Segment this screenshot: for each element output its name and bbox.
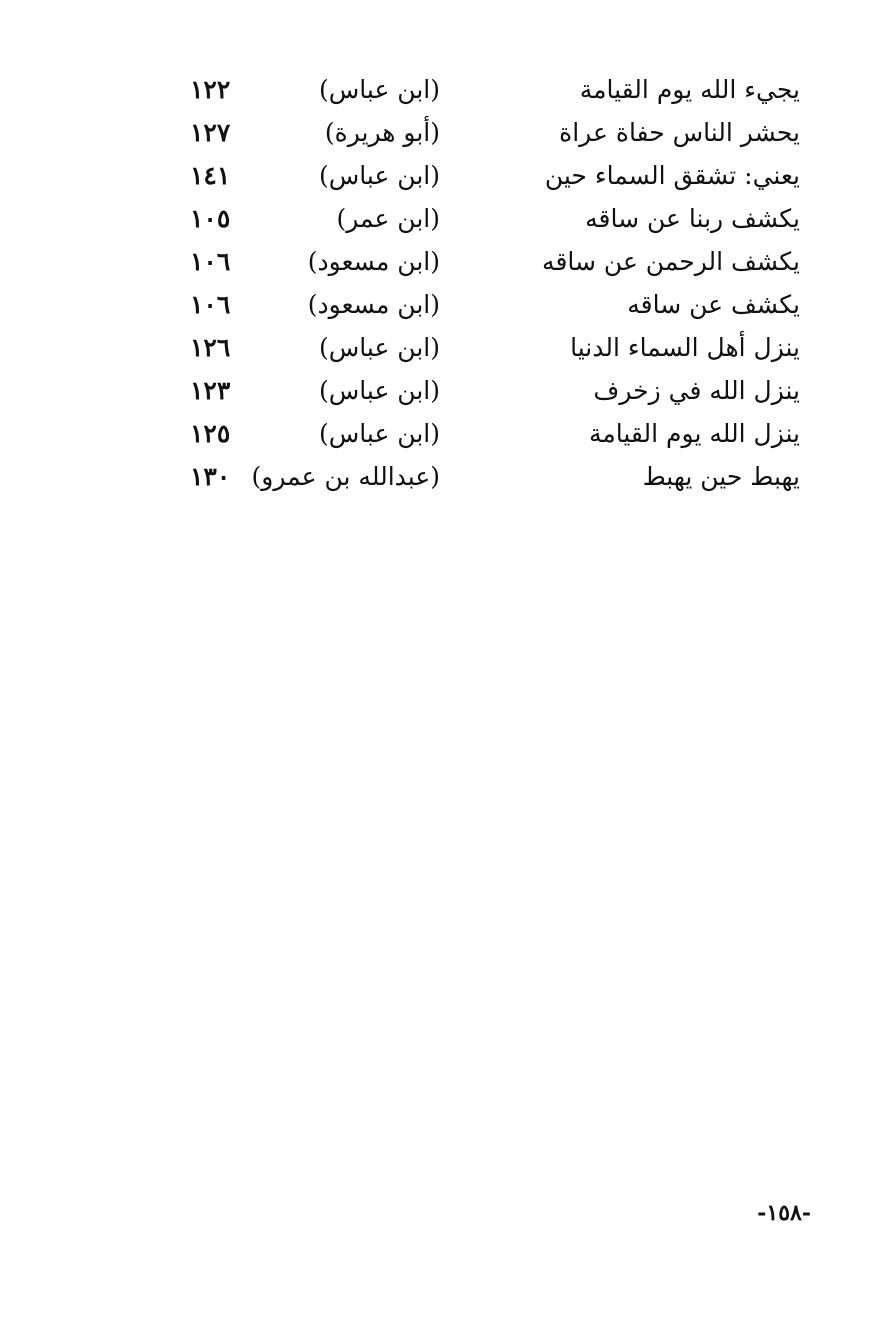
- page-reference: ١٢٣: [190, 376, 231, 405]
- page-reference: ١٢٢: [190, 75, 231, 104]
- index-row: [190, 111, 800, 154]
- narrator: (ابن مسعود): [307, 290, 440, 319]
- hadith-text: يكشف عن ساقه: [627, 290, 800, 319]
- hadith-text: يحشر الناس حفاة عراة: [559, 118, 800, 147]
- page-reference: ١٢٥: [190, 419, 231, 448]
- page-reference: ١٠٥: [190, 204, 231, 233]
- page-reference: ١٠٦: [190, 247, 231, 276]
- page-reference: ١٣٠: [190, 462, 231, 491]
- index-row: [190, 455, 800, 498]
- narrator: (عبدالله بن عمرو): [251, 462, 440, 491]
- hadith-text: يعني: تشقق السماء حين: [544, 161, 800, 190]
- index-row: [190, 154, 800, 197]
- hadith-text: يكشف ربنا عن ساقه: [585, 204, 800, 233]
- index-row: [190, 240, 800, 283]
- page-reference: ١٠٦: [190, 290, 231, 319]
- narrator: (ابن عباس): [319, 419, 440, 448]
- narrator: (ابن مسعود): [307, 247, 440, 276]
- page-reference: ١٢٦: [190, 333, 231, 362]
- narrator: (ابن عباس): [319, 75, 440, 104]
- index-row: [190, 326, 800, 369]
- hadith-text: ينزل الله يوم القيامة: [588, 419, 800, 448]
- page-number: -١٥٨-: [757, 1200, 811, 1226]
- hadith-text: يكشف الرحمن عن ساقه: [542, 247, 800, 276]
- narrator: (ابن عباس): [319, 333, 440, 362]
- hadith-index-table: [190, 68, 800, 498]
- hadith-text: ينزل الله في زخرف: [593, 376, 800, 405]
- hadith-text: يهبط حين يهبط: [642, 462, 800, 491]
- index-row: [190, 68, 800, 111]
- narrator: (ابن عباس): [319, 376, 440, 405]
- narrator: (أبو هريرة): [324, 118, 440, 147]
- hadith-text: يجيء الله يوم القيامة: [579, 75, 800, 104]
- page-reference: ١٢٧: [190, 118, 231, 147]
- index-row: [190, 369, 800, 412]
- index-row: [190, 412, 800, 455]
- hadith-text: ينزل أهل السماء الدنيا: [570, 333, 800, 362]
- narrator: (ابن عباس): [319, 161, 440, 190]
- page-reference: ١٤١: [190, 161, 231, 190]
- index-row: [190, 283, 800, 326]
- narrator: (ابن عمر): [336, 204, 440, 233]
- index-row: [190, 197, 800, 240]
